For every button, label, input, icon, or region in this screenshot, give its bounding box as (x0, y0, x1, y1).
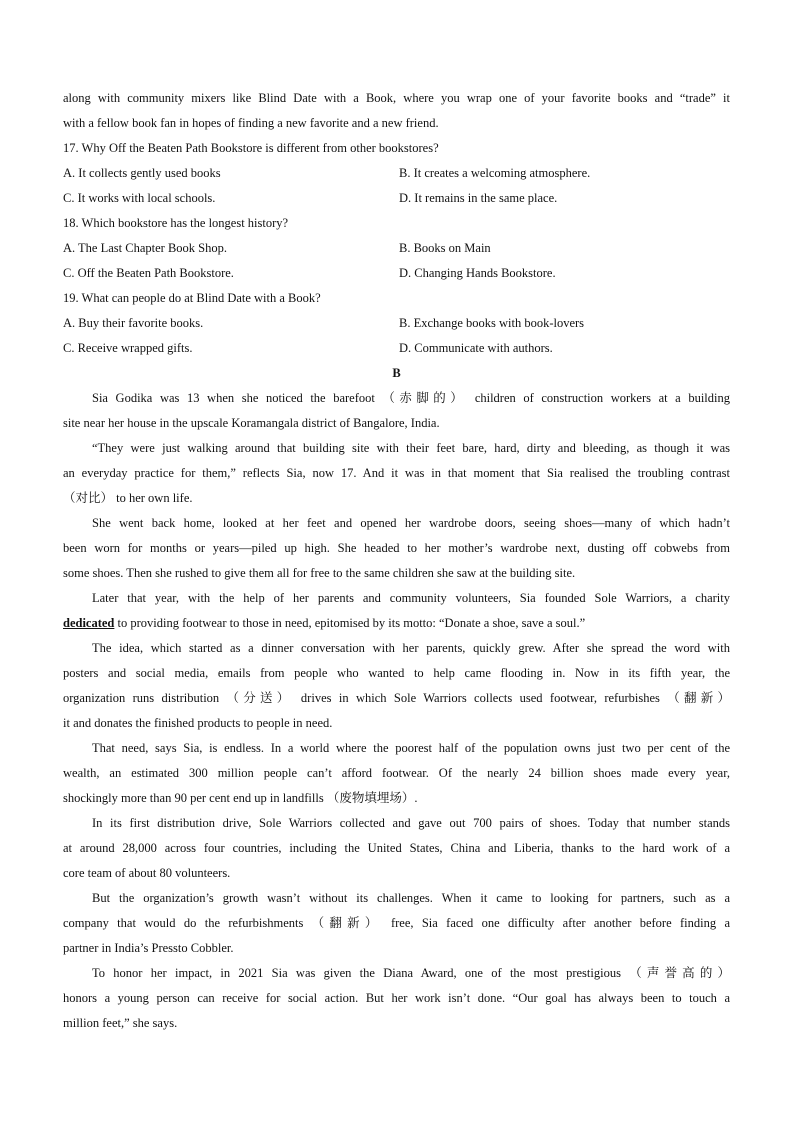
question-19-options-row-2 (63, 336, 730, 361)
passage-line: She went back home, looked at her feet and opened her wardrobe doors, seeing shoes—many of which hadn’t (92, 516, 730, 530)
question-17-options-row-2 (63, 186, 730, 211)
question-19-option-c: C. Receive wrapped gifts. (63, 341, 193, 355)
passage-line: an everyday practice for them,” reflects Sia, now 17. And it was in that moment that Sia realised the troubling contrast (63, 466, 730, 480)
passage-line: （对比） to her own life. (63, 491, 193, 505)
question-19-option-a: A. Buy their favorite books. (63, 316, 204, 330)
intro-line-2: with a fellow book fan in hopes of finding a new favorite and a new friend. (63, 116, 439, 130)
passage-line-text: to providing footwear to those in need, epitomised by its motto: “Donate a shoe, save a soul.” (114, 616, 586, 630)
question-17-stem: 17. Why Off the Beaten Path Bookstore is different from other bookstores? (63, 141, 439, 155)
question-19-option-b: B. Exchange books with book-lovers (399, 316, 585, 330)
question-18-options-row-1 (63, 236, 730, 261)
intro-line-1: along with community mixers like Blind Date with a Book, where you wrap one of your favorite books and “trade” it (63, 91, 730, 105)
passage-line: posters and social media, emails from people who wanted to help came flooding in. Now in its fifth year, the (63, 666, 730, 680)
passage-line: core team of about 80 volunteers. (63, 866, 231, 880)
question-18-option-c: C. Off the Beaten Path Bookstore. (63, 266, 234, 280)
question-19-stem: 19. What can people do at Blind Date with a Book? (63, 291, 321, 305)
passage-line: Later that year, with the help of her parents and community volunteers, Sia founded Sole Warriors, a charity (92, 591, 730, 605)
passage-line: In its first distribution drive, Sole Warriors collected and gave out 700 pairs of shoes. Today that number stands (92, 816, 730, 830)
passage-line: To honor her impact, in 2021 Sia was given the Diana Award, one of the most prestigious （声誉高的） (92, 966, 730, 980)
passage-line: Sia Godika was 13 when she noticed the barefoot （赤脚的） children of construction workers at a building (92, 391, 730, 405)
section-heading: B (392, 366, 401, 380)
passage-line: wealth, an estimated 300 million people can’t afford footwear. Of the nearly 24 billion shoes made every year, (63, 766, 730, 780)
question-17-option-a: A. It collects gently used books (63, 166, 221, 180)
passage-line (63, 611, 730, 636)
passage-line: That need, says Sia, is endless. In a world where the poorest half of the population owns just two per cent of the (92, 741, 730, 755)
passage-line: been worn for months or years—piled up high. She headed to her mother’s wardrobe next, dusting off cobwebs from (63, 541, 730, 555)
passage-line: site near her house in the upscale Koramangala district of Bangalore, India. (63, 416, 440, 430)
question-17-option-b: B. It creates a welcoming atmosphere. (399, 166, 591, 180)
passage-line: some shoes. Then she rushed to give them all for free to the same children she saw at the building site. (63, 566, 576, 580)
question-19-options-row-1 (63, 311, 730, 336)
passage-line: organization runs distribution （分送） drives in which Sole Warriors collects used footwear, refurbishes （翻新） (63, 691, 730, 705)
passage-line: But the organization’s growth wasn’t without its challenges. When it came to looking for partners, such as a (92, 891, 730, 905)
question-18-options-row-2 (63, 261, 730, 286)
passage-line: honors a young person can receive for social action. But her work isn’t done. “Our goal has always been to touch a (63, 991, 730, 1005)
passage-line: it and donates the finished products to people in need. (63, 716, 333, 730)
passage-line: company that would do the refurbishments （翻新） free, Sia faced one difficulty after another before finding a (63, 916, 730, 930)
passage-line: million feet,” she says. (63, 1016, 178, 1030)
question-17-option-c: C. It works with local schools. (63, 191, 216, 205)
question-18-option-a: A. The Last Chapter Book Shop. (63, 241, 227, 255)
passage-line: partner in India’s Pressto Cobbler. (63, 941, 234, 955)
passage-line: at around 28,000 across four countries, including the United States, China and Liberia, thanks to the hard work of a (63, 841, 730, 855)
question-18-option-d: D. Changing Hands Bookstore. (399, 266, 556, 280)
question-19-option-d: D. Communicate with authors. (399, 341, 553, 355)
passage-line: “They were just walking around that building site with their feet bare, hard, dirty and bleeding, as though it was (92, 441, 730, 455)
question-17-options-row-1 (63, 161, 730, 186)
question-18-option-b: B. Books on Main (399, 241, 491, 255)
passage-line: The idea, which started as a dinner conversation with her parents, quickly grew. After she spread the word with (92, 641, 730, 655)
vocabulary-word-dedicated: dedicated (63, 616, 115, 630)
passage-line: shockingly more than 90 per cent end up in landfills （废物填埋场）. (63, 791, 418, 805)
question-17-option-d: D. It remains in the same place. (399, 191, 558, 205)
document-page (63, 86, 730, 1036)
question-18-stem: 18. Which bookstore has the longest history? (63, 216, 289, 230)
